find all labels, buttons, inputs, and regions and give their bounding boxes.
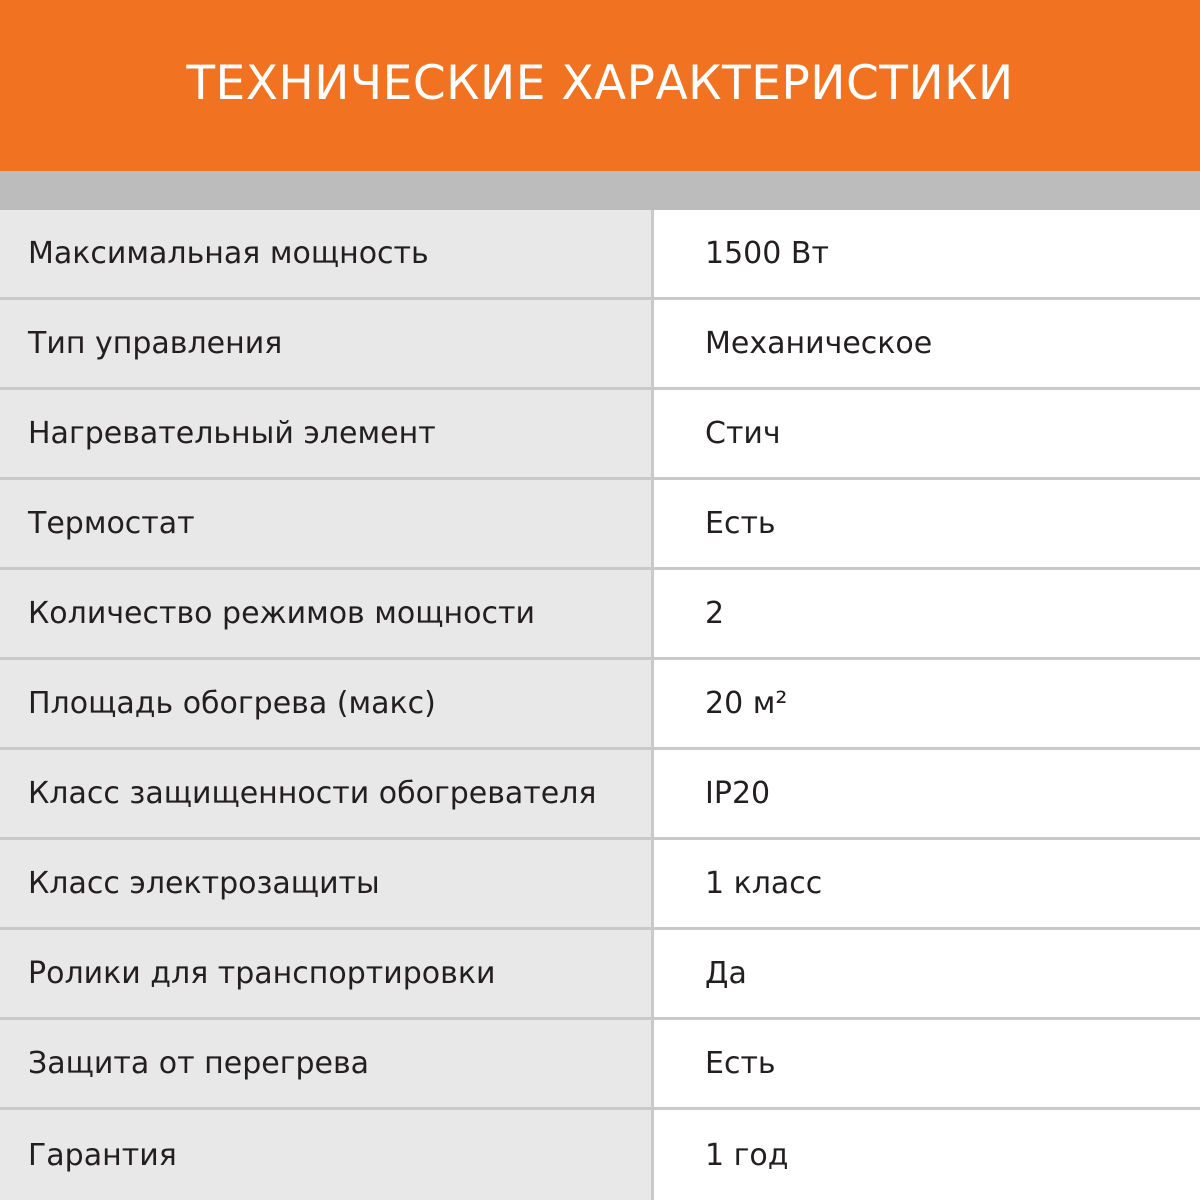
spec-label: Гарантия — [0, 1110, 654, 1200]
spec-label: Защита от перегрева — [0, 1020, 654, 1107]
spec-value: Стич — [654, 390, 1200, 477]
spec-row — [0, 840, 1200, 930]
spec-value: Есть — [654, 480, 1200, 567]
spec-value: Есть — [654, 1020, 1200, 1107]
spec-value: 20 м² — [654, 660, 1200, 747]
spec-row — [0, 750, 1200, 840]
spec-label: Максимальная мощность — [0, 210, 654, 297]
spec-value: 1500 Вт — [654, 210, 1200, 297]
spec-value: 1 класс — [654, 840, 1200, 927]
specs-table — [0, 210, 1200, 1200]
spec-row — [0, 390, 1200, 480]
spec-row — [0, 1110, 1200, 1200]
spec-label: Нагревательный элемент — [0, 390, 654, 477]
spec-value: Механическое — [654, 300, 1200, 387]
spec-row — [0, 480, 1200, 570]
spec-value: 1 год — [654, 1110, 1200, 1200]
spec-row — [0, 210, 1200, 300]
spec-value: 2 — [654, 570, 1200, 657]
spec-label: Класс защищенности обогревателя — [0, 750, 654, 837]
spec-row — [0, 570, 1200, 660]
spec-label: Класс электрозащиты — [0, 840, 654, 927]
spec-label: Количество режимов мощности — [0, 570, 654, 657]
header-divider-band — [0, 171, 1200, 210]
spec-label: Тип управления — [0, 300, 654, 387]
page-title: ТЕХНИЧЕСКИЕ ХАРАКТЕРИСТИКИ — [186, 56, 1014, 111]
spec-row — [0, 660, 1200, 750]
spec-row — [0, 300, 1200, 390]
spec-row — [0, 930, 1200, 1020]
header-banner — [0, 0, 1200, 171]
spec-label: Площадь обогрева (макс) — [0, 660, 654, 747]
spec-value: IP20 — [654, 750, 1200, 837]
spec-value: Да — [654, 930, 1200, 1017]
spec-label: Термостат — [0, 480, 654, 567]
spec-row — [0, 1020, 1200, 1110]
spec-label: Ролики для транспортировки — [0, 930, 654, 1017]
